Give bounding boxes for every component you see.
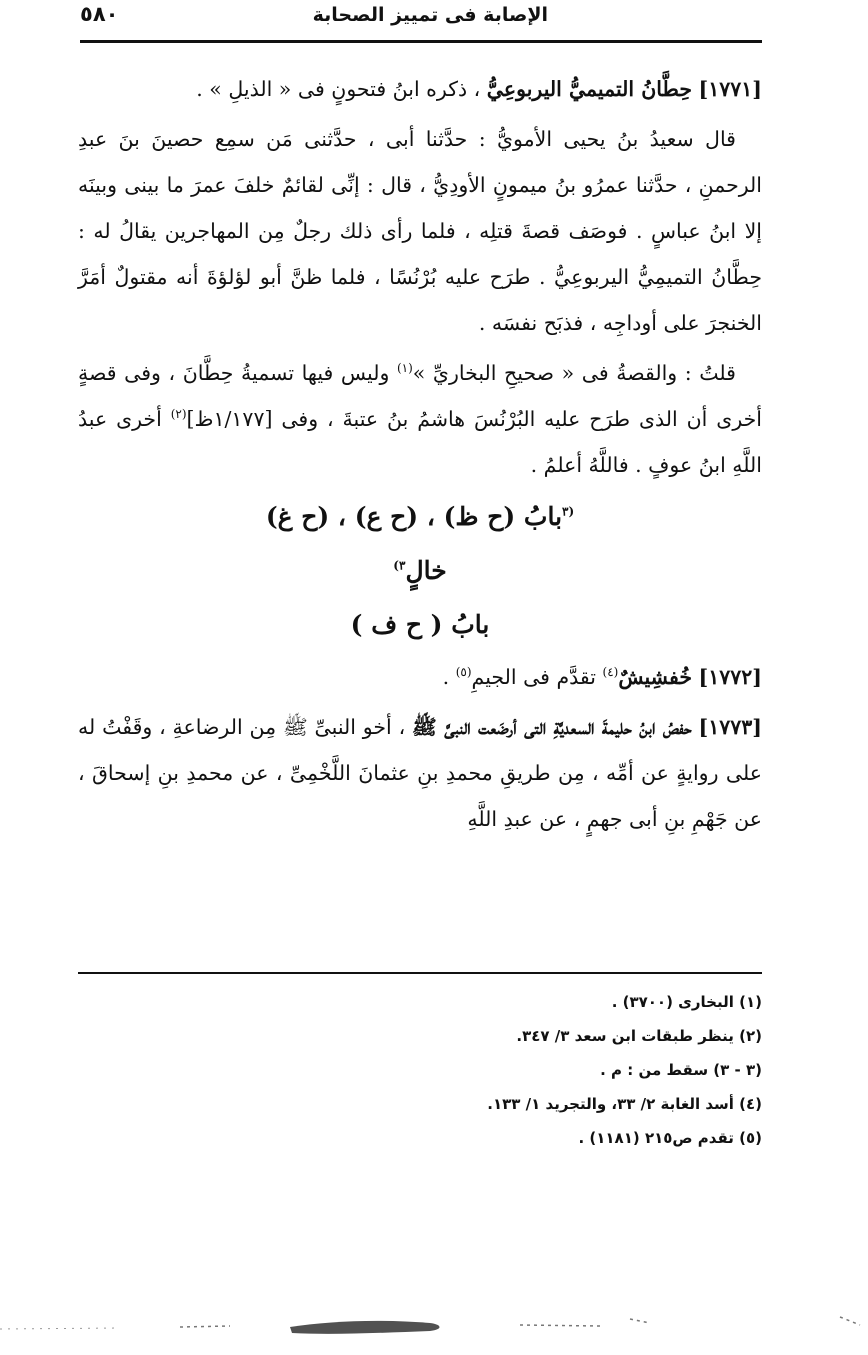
footnote: (٢) ينظر طبقات ابن سعد ٣/ ٣٤٧. — [516, 1027, 762, 1045]
entry-number: [١٧٧٣] — [698, 715, 762, 739]
entry-text: ، ذكره ابنُ فتحونٍ فى « الذيلِ » . — [196, 77, 481, 101]
header-rule — [80, 40, 762, 43]
paragraph-text: وليس فيها تسميةُ حِطَّانَ ، وفى قصةٍ أخرى أن الذى طرَح عليه البُرْنُسَ هاشمُ بنُ عتبةَ ، وفى [١/١٧٧ظ] — [78, 361, 762, 431]
entry-1772 — [78, 654, 762, 700]
page-number: ٥٨٠ — [80, 2, 119, 26]
entry-text: . — [442, 665, 450, 689]
footnote-marker: (٥) — [455, 665, 472, 680]
main-text — [78, 66, 762, 846]
footnote-marker: ٣) — [393, 558, 406, 573]
footnote-marker: (٢) — [170, 407, 187, 422]
paragraph: قال سعيدُ بنُ يحيى الأمويُّ : حدَّثنا أبى ، حدَّثنى مَن سمِع حصينَ بنَ عبدِ الرحمنِ ، حدَّثنا عمرُو بنُ ميمونٍ الأودِيُّ ، قال : إنِّى لقائمٌ خلفَ عمرَ ما بينى وبينَه إلا ابنُ عباسٍ . فوصَف قصةَ قتلِه ، فلما رأى ذلك رجلٌ مِن المهاجرين يقالُ له : حِطَّانُ التميمِيُّ اليربوعِيُّ . طرَح عليه بُرْنُسًا ، فلما ظنَّ أبو لؤلؤةَ أنه مقتولٌ أمَرَّ الخنجرَ على أوداجِه ، فذبَح نفسَه . — [78, 127, 762, 335]
footnote-marker: (٣ — [562, 504, 575, 519]
footnote: (١) البخارى (٣٧٠٠) . — [611, 993, 762, 1011]
paragraph — [78, 350, 762, 488]
chapter-heading-text: بابُ (ح ظ) ، (ح ع) ، (ح غ) — [265, 502, 563, 531]
chapter-heading-text: بابُ ( ح ف ) — [350, 610, 490, 639]
entry-name: حفصُ ابنُ حليمةَ السعديَّةِ التى أرضَعت النبىَّ ﷺ — [412, 715, 692, 739]
paragraph-text: قلتُ : والقصةُ فى « صحيحِ البخاريِّ » — [412, 361, 736, 385]
entry-text: تقدَّم فى الجيمِ — [471, 665, 596, 689]
chapter-heading — [78, 492, 762, 542]
entry-number: [١٧٧١] — [698, 77, 762, 101]
scan-noise — [0, 1305, 868, 1345]
footnote: (٤) أسد الغابة ٢/ ٣٣، والتجريد ١/ ١٣٣. — [487, 1095, 762, 1113]
entry-1771 — [78, 66, 762, 112]
footnote-marker: (٤) — [602, 665, 619, 680]
paragraph-text: أخرى عبدُ اللَّهِ ابنُ عوفٍ . فاللَّهُ أعلمُ . — [78, 407, 762, 477]
entry-number: [١٧٧٢] — [698, 665, 762, 689]
entry-text: ، أخو النبىِّ ﷺ مِن الرضاعةِ ، وقَفْتُ له على روايةٍ عن أمِّه ، مِن طريقِ محمدِ بنِ عثمانَ اللَّخْمِىِّ ، عن محمدِ بنِ إسحاقَ ، عن جَهْمِ بنِ أبى جهمٍ ، عن عبدِ اللَّهِ — [78, 715, 762, 831]
running-title: الإصابة فى تمييز الصحابة — [312, 4, 548, 26]
chapter-subheading — [78, 546, 762, 596]
page-header — [80, 4, 798, 34]
footnote-marker: (١) — [396, 361, 413, 376]
footnote-rule — [78, 972, 762, 974]
entry-1773 — [78, 704, 762, 842]
chapter-heading — [78, 600, 762, 650]
footnote: (٥) تقدم ص٢١٥ (١١٨١) . — [578, 1129, 762, 1147]
footnote: (٣ - ٣) سقط من : م . — [600, 1061, 762, 1079]
footnotes — [78, 985, 762, 1155]
entry-name: حِطَّانُ التميميُّ اليربوعِيُّ — [486, 77, 693, 101]
entry-name: خُفشِيشٌ — [618, 665, 693, 689]
chapter-subheading-text: خالٍ — [405, 556, 447, 585]
